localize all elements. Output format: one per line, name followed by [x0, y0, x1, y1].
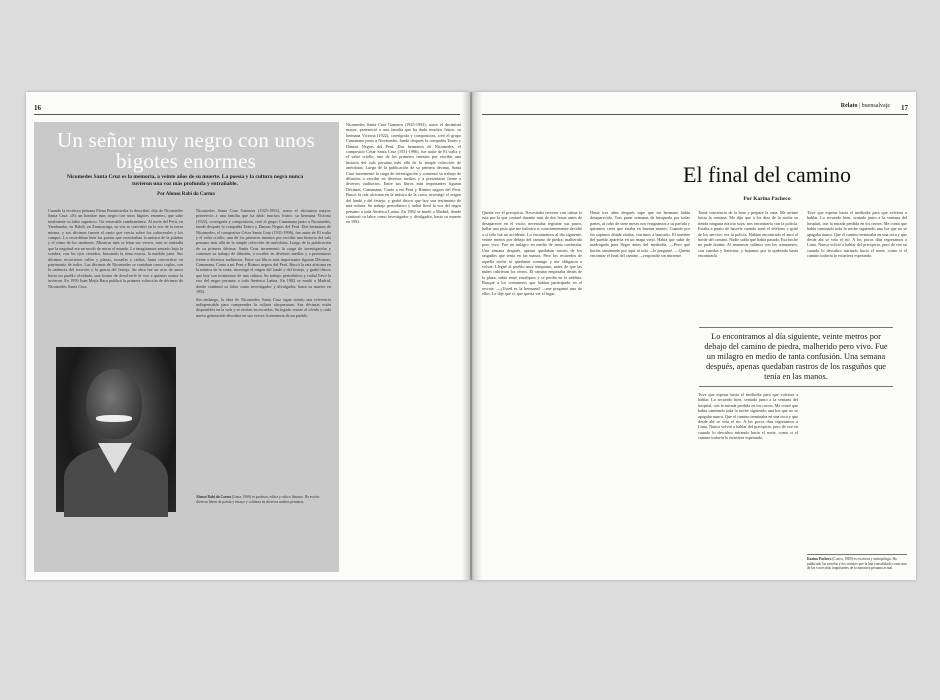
photo-face — [86, 369, 142, 439]
spread-gutter — [462, 92, 482, 580]
left-column-1 — [48, 208, 183, 348]
article-dek: Nicomedes Santa Cruz es la memoria, a veinte años de su muerte. La poesía y la cultura negra nunca tuvieron una voz más profunda y entrañable. — [66, 174, 304, 187]
article-title-left: Un señor muy negro con unos bigotes enormes — [57, 128, 315, 173]
right-column-3 — [698, 210, 798, 320]
bio-author-name: Karina Pacheco — [807, 557, 832, 561]
page-number-right: 17 — [901, 104, 908, 112]
author-caption — [196, 495, 326, 504]
left-column-continued — [346, 122, 461, 572]
header-section: Relato — [840, 103, 858, 109]
left-column-2-text: Nicomedes Santa Cruz Gamarra (1925-1992), acaso el decimista mayor, perteneció a una familia que ha dado muchos frutos: su hermana Victoria (1922), coreógrafa y compositora, creó el grupo Cumanana junto a Nicomedes, fundó después la compañía Teatro y Danzas Negras del Perú. Dos hermanos de Nicomedes, el compositor César Santa Cruz (1931-1996), fue autor de El waltz y el valse criollo; uno de los primeros intentos por escribir una historia del vals peruano más allá de la simple colección de anécdotas. Luego de la publicación de su primera décima, Santa Cruz incrementó la carga de investigación y comenzó su trabajo de difusión, a escribir en diversos medios y a presentarse frente a diversos auditorios. Entre sus libros más importantes figuran Décimas, Cumanana, Canto a mi Perú y Ritmos negros del Perú. Buscó la raíz africana en la música de la costa, investigó el origen del landó y del festejo, y grabó discos que hoy son testimonio de una cultura. Su trabajo periodístico y radial llevó la voz del negro peruano a toda América Latina. En 1982 se mudó a Madrid, donde continuó su labor como investigador y divulgador, hasta su muerte en 1992. — [196, 208, 331, 295]
right-column-1-text: Quería ver el precipicio. Necesitaba recorrer con calma la ruta por la que contaré durante más de dos horas antes de desaparecer en el vacío; necesitaba registrar sus pasos, hallar una pista que me indicara si conscientemente decidió o si sólo fue un accidente. Lo encontramos al día siguiente, veinte metros por debajo del camino de piedra, malherido pero vivo. Fue un milagro en medio de tanta confusión. Una semana después, apenas quedaban rastros de los rasguños que tenía en las manos. Pero los recuerdos de aquella noche se quedaron conmigo y me obligaron a volver. Llegué al pueblo muy temprano, antes de que las nubes cubrieran los cerros. El camino empezaba detrás de la plaza, subía entre eucaliptos y se perdía en la neblina. Busqué a los comuneros que habían participado en el rescate. —¿Usted es la hermana? —me preguntó uno de ellos. Le dije que sí, que quería ver el lugar. — [482, 210, 582, 297]
page-number-left: 16 — [34, 104, 41, 112]
header-rule-right — [482, 114, 908, 115]
portrait-photo — [56, 347, 176, 512]
author-bio — [807, 554, 907, 571]
left-page — [26, 92, 470, 580]
article-title-right: El final del camino — [683, 162, 851, 187]
left-column-1-text: Cuando la escritora peruana Elena Poniatowska lo describió, dijo de Nicomedes Santa Cruz: «Es un hombre muy negro con unos bigotes enormes, que sabe totalmente su labio superior». Un venerable cumbiambero. Al norte del Perú, en Yambambo, en Rahdi, en Zanaracirga, su voz se convirtió en la voz de la tierra misma, y sus décimas fueron el canto que crecía sobre los cañaverales y los campos. Lo recordaban bien los poetas que escuchaban la música de la palabra y el ritmo de los tambores. Mientras más se leían sus versos, más se entendía que la negritud era un modo de mirar el mundo. Lo imaginamos sentado bajo la sombra, con los ojos cerrados, buscando la rima exacta, la medida justa. Sus décimas recorrieron calles y plazas, escuelas y radios, hasta convertirse en patrimonio de todos. Las décimas de Nicomedes se cantaban como coplas, con la cadencia del socavón y la gracia del festejo. Su obra fue un acto de amor hacia un pueblo olvidado, una forma de devolverle la voz a quienes nunca la tuvieron. En 1959 Juan Mejía Baca publicó la primera colección de décimas de Nicomedes Santa Cruz. — [48, 208, 183, 289]
magazine-spread — [26, 92, 916, 580]
bio-author-text: (Cusco, 1969) es escritora y antropóloga. Ha publicado las novelas y los cuentos que la han consolidado como una de las voces más importantes de la narrativa peruana actual. — [807, 557, 907, 570]
right-column-3-text: Tomé conciencia de la hora y preparé la cena. Me arrimé hacia la ventana. Me dijo que a los diez de la noche su tienda ninguna noticia suya, nos encontraría con la policía. Estaba a punto de hacerle cuando sonó el teléfono y grité de los nervios: era la policía. Habían encontrado el auto al borde del camino. Nadie sabía qué había pasado. Esa noche no pude dormir. Al amanecer salimos con los comuneros, con cuerdas y linternas, y bajamos por la quebrada hasta encontrarlo. — [698, 210, 798, 259]
right-column-3b — [698, 392, 798, 552]
header-separator: | — [858, 103, 861, 109]
right-header — [841, 103, 890, 109]
left-column-3-text: Sin embargo, la obra de Nicomedes Santa Cruz sigue siendo una referencia indispensable para comprender la cultura afroperuana. Sus décimas están disponibles en la web y se recitan en escuelas. Su legado resiste el olvido y cada nueva generación descubre en sus versos la memoria de un pueblo. — [196, 296, 331, 318]
left-column-continued-text: Nicomedes Santa Cruz Gamarra (1925-1992), acaso el decimista mayor, perteneció a una familia que ha dado muchos frutos: su hermana Victoria (1922), coreógrafa y compositora, creó el grupo Cumanana junto a Nicomedes, fundó después la compañía Teatro y Danzas Negras del Perú. Dos hermanos de Nicomedes, el compositor César Santa Cruz (1931-1996), fue autor de El waltz y el valse criollo; uno de los primeros intentos por escribir una historia del vals peruano más allá de la simple colección de anécdotas. Luego de la publicación de su primera décima, Santa Cruz incrementó la carga de investigación y comenzó su trabajo de difusión, a escribir en diversos medios y a presentarse frente a diversos auditorios. Entre sus libros más importantes figuran Décimas, Cumanana, Canto a mi Perú y Ritmos negros del Perú. Buscó la raíz africana en la música de la costa, investigó el origen del landó y del festejo, y grabó discos que hoy son testimonio de una cultura. Su trabajo periodístico y radial llevó la voz del negro peruano a toda América Latina. En 1982 se mudó a Madrid, donde continuó su labor como investigador y divulgador, hasta su muerte en 1992. — [346, 122, 461, 225]
right-column-1 — [482, 210, 582, 550]
header-rule-left — [34, 114, 460, 115]
photo-mustache — [96, 415, 132, 422]
left-column-2 — [196, 208, 331, 490]
byline-left: Por Alonso Rabí do Carmo — [157, 192, 215, 197]
header-brand: buensalvaje — [861, 103, 890, 109]
right-column-4-text: Tuve que esperar hasta el mediodía para que volviera a hablar. Lo recuerdo bien, sentado junto a la ventana del hospital, con la mirada perdida en los cerros. Me contó que había caminado toda la noche siguiendo una luz que no se apagaba nunca. Que el camino terminaba en una roca y que desde ahí se veía el río. A los pocos días regresamos a Lima. Nunca volvió a hablar del precipicio, pero de vez en cuando lo descubro mirando hacia el norte, como si el camino todavía lo estuviera esperando. — [807, 210, 907, 259]
byline-right: Por Karina Pacheco — [743, 196, 791, 202]
right-column-3b-text: Tuve que esperar hasta el mediodía para que volviera a hablar. Lo recuerdo bien, sentado junto a la ventana del hospital, con la mirada perdida en los cerros. Me contó que había caminado toda la noche siguiendo una luz que no se apagaba nunca. Que el camino terminaba en una roca y que desde ahí se veía el río. A los pocos días regresamos a Lima. Nunca volvió a hablar del precipicio, pero de vez en cuando lo descubro mirando hacia el norte, como si el camino todavía lo estuviera esperando. — [698, 392, 798, 441]
pull-quote: Lo encontramos al día siguiente, veinte metros por debajo del camino de piedra, malherido pero vivo. Fue un milagro en medio de tanta confusión. Una semana después, apenas quedaban rastros de los rasguños que tenía en las manos. — [699, 327, 893, 387]
right-column-2 — [590, 210, 690, 550]
caption-author-name: Alonso Rabí do Carmo — [196, 495, 232, 499]
right-column-2-text: Hasta tres años después supe que mi hermano había desaparecido. Tras pasar semanas de búsqueda por todas partes, al cabo de siete meses nos resignamos a su partida y quisimos creer que estaba en buenas manos. Cuando por fin supimos dónde estaba, corrimos a buscarlo. El nombre del pueblo aparecía en un mapa viejo. Había que subir de madrugada para llegar antes del mediodía. —Pero qué hacías caminando por aquí tú sola —le pregunté. —Quería encontrar el final del camino —respondió sin mirarme. — [590, 210, 690, 259]
caption-author-text: (Lima, 1966) es profesor, editor y crítico literario. Ha escrito diversos libros de poesía y ensayo y colabora en diversos medios peruanos. — [196, 495, 320, 504]
right-page — [472, 92, 916, 580]
